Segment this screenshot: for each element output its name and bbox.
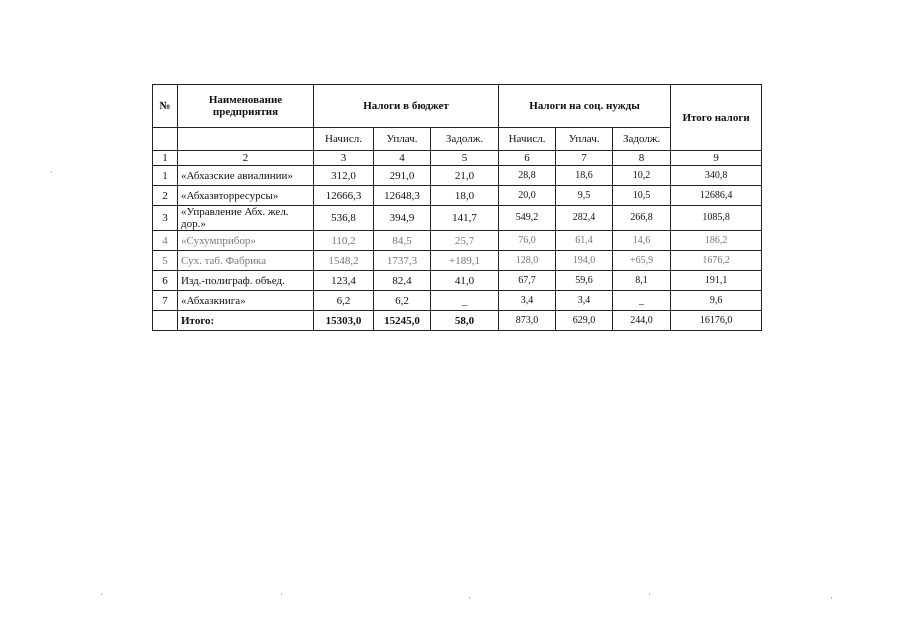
subheader-social-paid: Уплач.	[556, 128, 613, 151]
colnum-8: 8	[613, 151, 671, 166]
totals-social-paid: 629,0	[556, 311, 613, 331]
totals-row	[153, 311, 762, 331]
row-enterprise-name: «Абхазкнига»	[178, 291, 314, 311]
subheader-budget-paid: Уплач.	[374, 128, 431, 151]
row-num: 6	[153, 271, 178, 291]
row-budget-debt: 18,0	[431, 186, 499, 206]
row-budget-paid: 1737,3	[374, 251, 431, 271]
row-total: 12686,4	[671, 186, 762, 206]
colnum-1: 1	[153, 151, 178, 166]
header-social: Налоги на соц. нужды	[499, 85, 671, 128]
row-total: 9,6	[671, 291, 762, 311]
row-social-accrued: 3,4	[499, 291, 556, 311]
colnum-9: 9	[671, 151, 762, 166]
row-budget-debt: +189,1	[431, 251, 499, 271]
subheader-empty-name	[178, 128, 314, 151]
totals-social-accrued: 873,0	[499, 311, 556, 331]
totals-social-debt: 244,0	[613, 311, 671, 331]
row-budget-paid: 84,5	[374, 231, 431, 251]
row-social-accrued: 28,8	[499, 166, 556, 186]
totals-label: Итого:	[178, 311, 314, 331]
header-name: Наименование предприятия	[178, 85, 314, 128]
row-total: 1676,2	[671, 251, 762, 271]
row-social-accrued: 76,0	[499, 231, 556, 251]
totals-budget-debt: 58,0	[431, 311, 499, 331]
row-budget-accrued: 312,0	[314, 166, 374, 186]
row-social-paid: 61,4	[556, 231, 613, 251]
colnum-3: 3	[314, 151, 374, 166]
subheader-row	[153, 128, 762, 151]
row-budget-accrued: 1548,2	[314, 251, 374, 271]
colnum-5: 5	[431, 151, 499, 166]
table-row	[153, 271, 762, 291]
scan-speck: ·	[100, 590, 103, 600]
row-social-debt: 8,1	[613, 271, 671, 291]
row-social-debt: 10,5	[613, 186, 671, 206]
totals-num-cell	[153, 311, 178, 331]
row-num: 4	[153, 231, 178, 251]
row-num: 5	[153, 251, 178, 271]
row-social-debt: 10,2	[613, 166, 671, 186]
row-total: 186,2	[671, 231, 762, 251]
row-num: 7	[153, 291, 178, 311]
row-social-paid: 18,6	[556, 166, 613, 186]
row-budget-accrued: 12666,3	[314, 186, 374, 206]
row-total: 340,8	[671, 166, 762, 186]
row-social-accrued: 20,0	[499, 186, 556, 206]
colnum-2: 2	[178, 151, 314, 166]
row-budget-paid: 12648,3	[374, 186, 431, 206]
row-social-accrued: 67,7	[499, 271, 556, 291]
row-social-accrued: 549,2	[499, 206, 556, 231]
column-number-row	[153, 151, 762, 166]
row-budget-accrued: 536,8	[314, 206, 374, 231]
row-num: 3	[153, 206, 178, 231]
subheader-social-accrued: Начисл.	[499, 128, 556, 151]
tax-table	[152, 84, 762, 331]
row-budget-accrued: 123,4	[314, 271, 374, 291]
scan-speck: ·	[468, 594, 471, 604]
row-budget-paid: 394,9	[374, 206, 431, 231]
table-row	[153, 166, 762, 186]
subheader-social-debt: Задолж.	[613, 128, 671, 151]
row-budget-debt: 41,0	[431, 271, 499, 291]
subheader-budget-accrued: Начисл.	[314, 128, 374, 151]
colnum-6: 6	[499, 151, 556, 166]
header-total: Итого налоги	[671, 85, 762, 151]
row-budget-accrued: 6,2	[314, 291, 374, 311]
table-row	[153, 206, 762, 231]
table-row	[153, 186, 762, 206]
header-budget: Налоги в бюджет	[314, 85, 499, 128]
header-num: №	[153, 85, 178, 128]
row-budget-accrued: 110,2	[314, 231, 374, 251]
row-social-debt: +65,9	[613, 251, 671, 271]
subheader-budget-debt: Задолж.	[431, 128, 499, 151]
row-num: 2	[153, 186, 178, 206]
row-social-debt: _	[613, 291, 671, 311]
row-enterprise-name: «Управление Абх. жел. дор.»	[178, 206, 314, 231]
totals-budget-accrued: 15303,0	[314, 311, 374, 331]
colnum-4: 4	[374, 151, 431, 166]
row-budget-debt: _	[431, 291, 499, 311]
row-total: 191,1	[671, 271, 762, 291]
header-row	[153, 85, 762, 128]
row-budget-debt: 141,7	[431, 206, 499, 231]
row-social-debt: 14,6	[613, 231, 671, 251]
row-total: 1085,8	[671, 206, 762, 231]
scan-speck: ·	[280, 590, 283, 600]
row-social-debt: 266,8	[613, 206, 671, 231]
row-enterprise-name: «Абхазские авиалинии»	[178, 166, 314, 186]
row-num: 1	[153, 166, 178, 186]
row-social-paid: 282,4	[556, 206, 613, 231]
row-social-paid: 194,0	[556, 251, 613, 271]
totals-budget-paid: 15245,0	[374, 311, 431, 331]
subheader-empty-num	[153, 128, 178, 151]
row-budget-paid: 291,0	[374, 166, 431, 186]
row-budget-debt: 21,0	[431, 166, 499, 186]
table-row	[153, 251, 762, 271]
row-enterprise-name: «Сухумприбор»	[178, 231, 314, 251]
scan-speck: ·	[830, 594, 833, 604]
table-row	[153, 291, 762, 311]
row-enterprise-name: «Абхазвторресурсы»	[178, 186, 314, 206]
row-social-paid: 3,4	[556, 291, 613, 311]
row-budget-paid: 82,4	[374, 271, 431, 291]
row-social-accrued: 128,0	[499, 251, 556, 271]
colnum-7: 7	[556, 151, 613, 166]
scan-speck: ·	[648, 590, 651, 600]
row-enterprise-name: Сух. таб. Фабрика	[178, 251, 314, 271]
row-social-paid: 59,6	[556, 271, 613, 291]
row-budget-debt: 25,7	[431, 231, 499, 251]
row-enterprise-name: Изд.-полиграф. объед.	[178, 271, 314, 291]
table-row	[153, 231, 762, 251]
scan-speck: ·	[50, 168, 53, 178]
row-social-paid: 9,5	[556, 186, 613, 206]
row-budget-paid: 6,2	[374, 291, 431, 311]
totals-total: 16176,0	[671, 311, 762, 331]
table-body	[153, 166, 762, 311]
